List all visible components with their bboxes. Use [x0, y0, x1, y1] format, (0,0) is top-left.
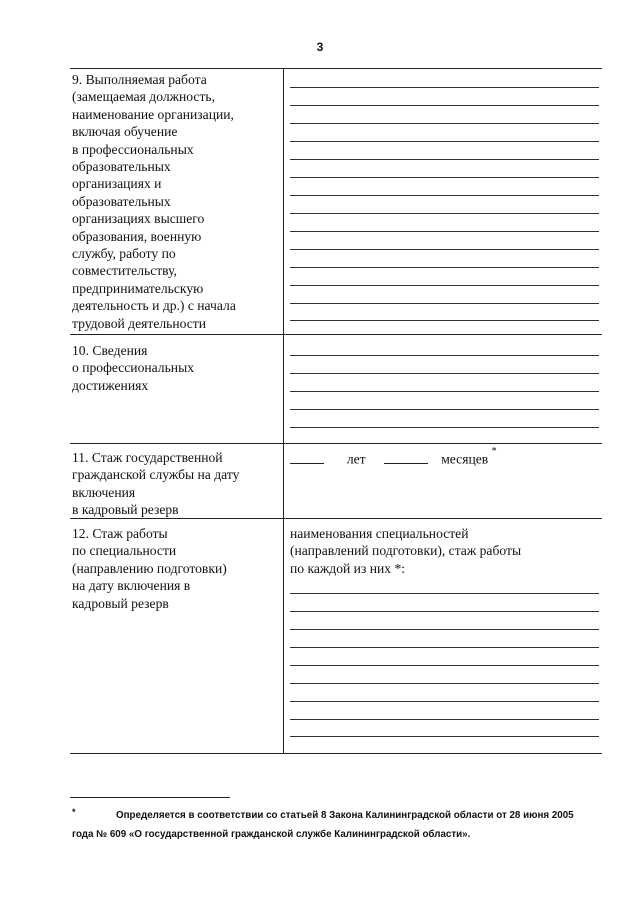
fill-line[interactable] — [290, 355, 599, 356]
fill-line[interactable] — [290, 177, 599, 178]
fill-line[interactable] — [290, 629, 599, 630]
footnote-line-2: года № 609 «О государственной гражданской службе Калининградской области». — [72, 829, 471, 840]
fill-line[interactable] — [290, 141, 599, 142]
row-12-label: 12. Стаж работы по специальности (направлению подготовки) на дату включения в кадровый резерв — [72, 526, 227, 611]
months-label: месяцев — [441, 451, 489, 467]
service-length-fields — [290, 446, 497, 468]
fill-line[interactable] — [290, 665, 599, 666]
row-10-label: 10. Сведения о профессиональных достижениях — [72, 343, 194, 393]
fill-line[interactable] — [290, 701, 599, 702]
footnote-mark: * — [491, 446, 497, 457]
fill-line[interactable] — [290, 87, 599, 88]
fill-line[interactable] — [290, 373, 599, 374]
footnote — [72, 806, 612, 844]
row-9-label: 9. Выполняемая работа (замещаемая должность, наименование организации, включая обучение в профессиональных образовательных организациях и образовательных организациях высшего образования, военную службу, работу по совместительству, предпринимательскую деятельность и др.) с начала трудовой деятельности — [72, 72, 236, 331]
fill-line[interactable] — [290, 123, 599, 124]
page-number: 3 — [316, 40, 324, 54]
footnote-separator — [70, 797, 230, 798]
fill-line[interactable] — [290, 683, 599, 684]
table-border-top — [70, 68, 602, 69]
row-divider-9-10 — [70, 334, 602, 335]
fill-line[interactable] — [290, 593, 599, 594]
table-border-bottom — [70, 753, 602, 754]
form-table — [70, 68, 602, 754]
years-label: лет — [346, 451, 366, 467]
fill-line[interactable] — [290, 231, 599, 232]
years-blank[interactable] — [290, 451, 324, 464]
fill-line[interactable] — [290, 409, 599, 410]
fill-line[interactable] — [290, 611, 599, 612]
row-divider-10-11 — [70, 443, 602, 444]
fill-line[interactable] — [290, 320, 599, 321]
row-11-label: 11. Стаж государственной гражданской службы на дату включения в кадровый резерв — [72, 450, 240, 518]
footnote-line-1: Определяется в соответствии со статьей 8 Закона Калининградской области от 28 июня 2005 — [116, 810, 574, 821]
row-12-instructions: наименования специальностей (направлений подготовки), стаж работы по каждой из них *: — [290, 526, 522, 576]
fill-line[interactable] — [290, 249, 599, 250]
footnote-marker: * — [72, 807, 76, 817]
fill-line[interactable] — [290, 105, 599, 106]
fill-line[interactable] — [290, 647, 599, 648]
fill-line[interactable] — [290, 285, 599, 286]
fill-line[interactable] — [290, 267, 599, 268]
fill-line[interactable] — [290, 303, 599, 304]
fill-line[interactable] — [290, 159, 599, 160]
fill-line[interactable] — [290, 736, 599, 737]
column-divider — [283, 68, 284, 754]
months-blank[interactable] — [384, 451, 428, 464]
fill-line[interactable] — [290, 391, 599, 392]
fill-line[interactable] — [290, 213, 599, 214]
fill-line[interactable] — [290, 195, 599, 196]
fill-line[interactable] — [290, 427, 599, 428]
fill-line[interactable] — [290, 719, 599, 720]
